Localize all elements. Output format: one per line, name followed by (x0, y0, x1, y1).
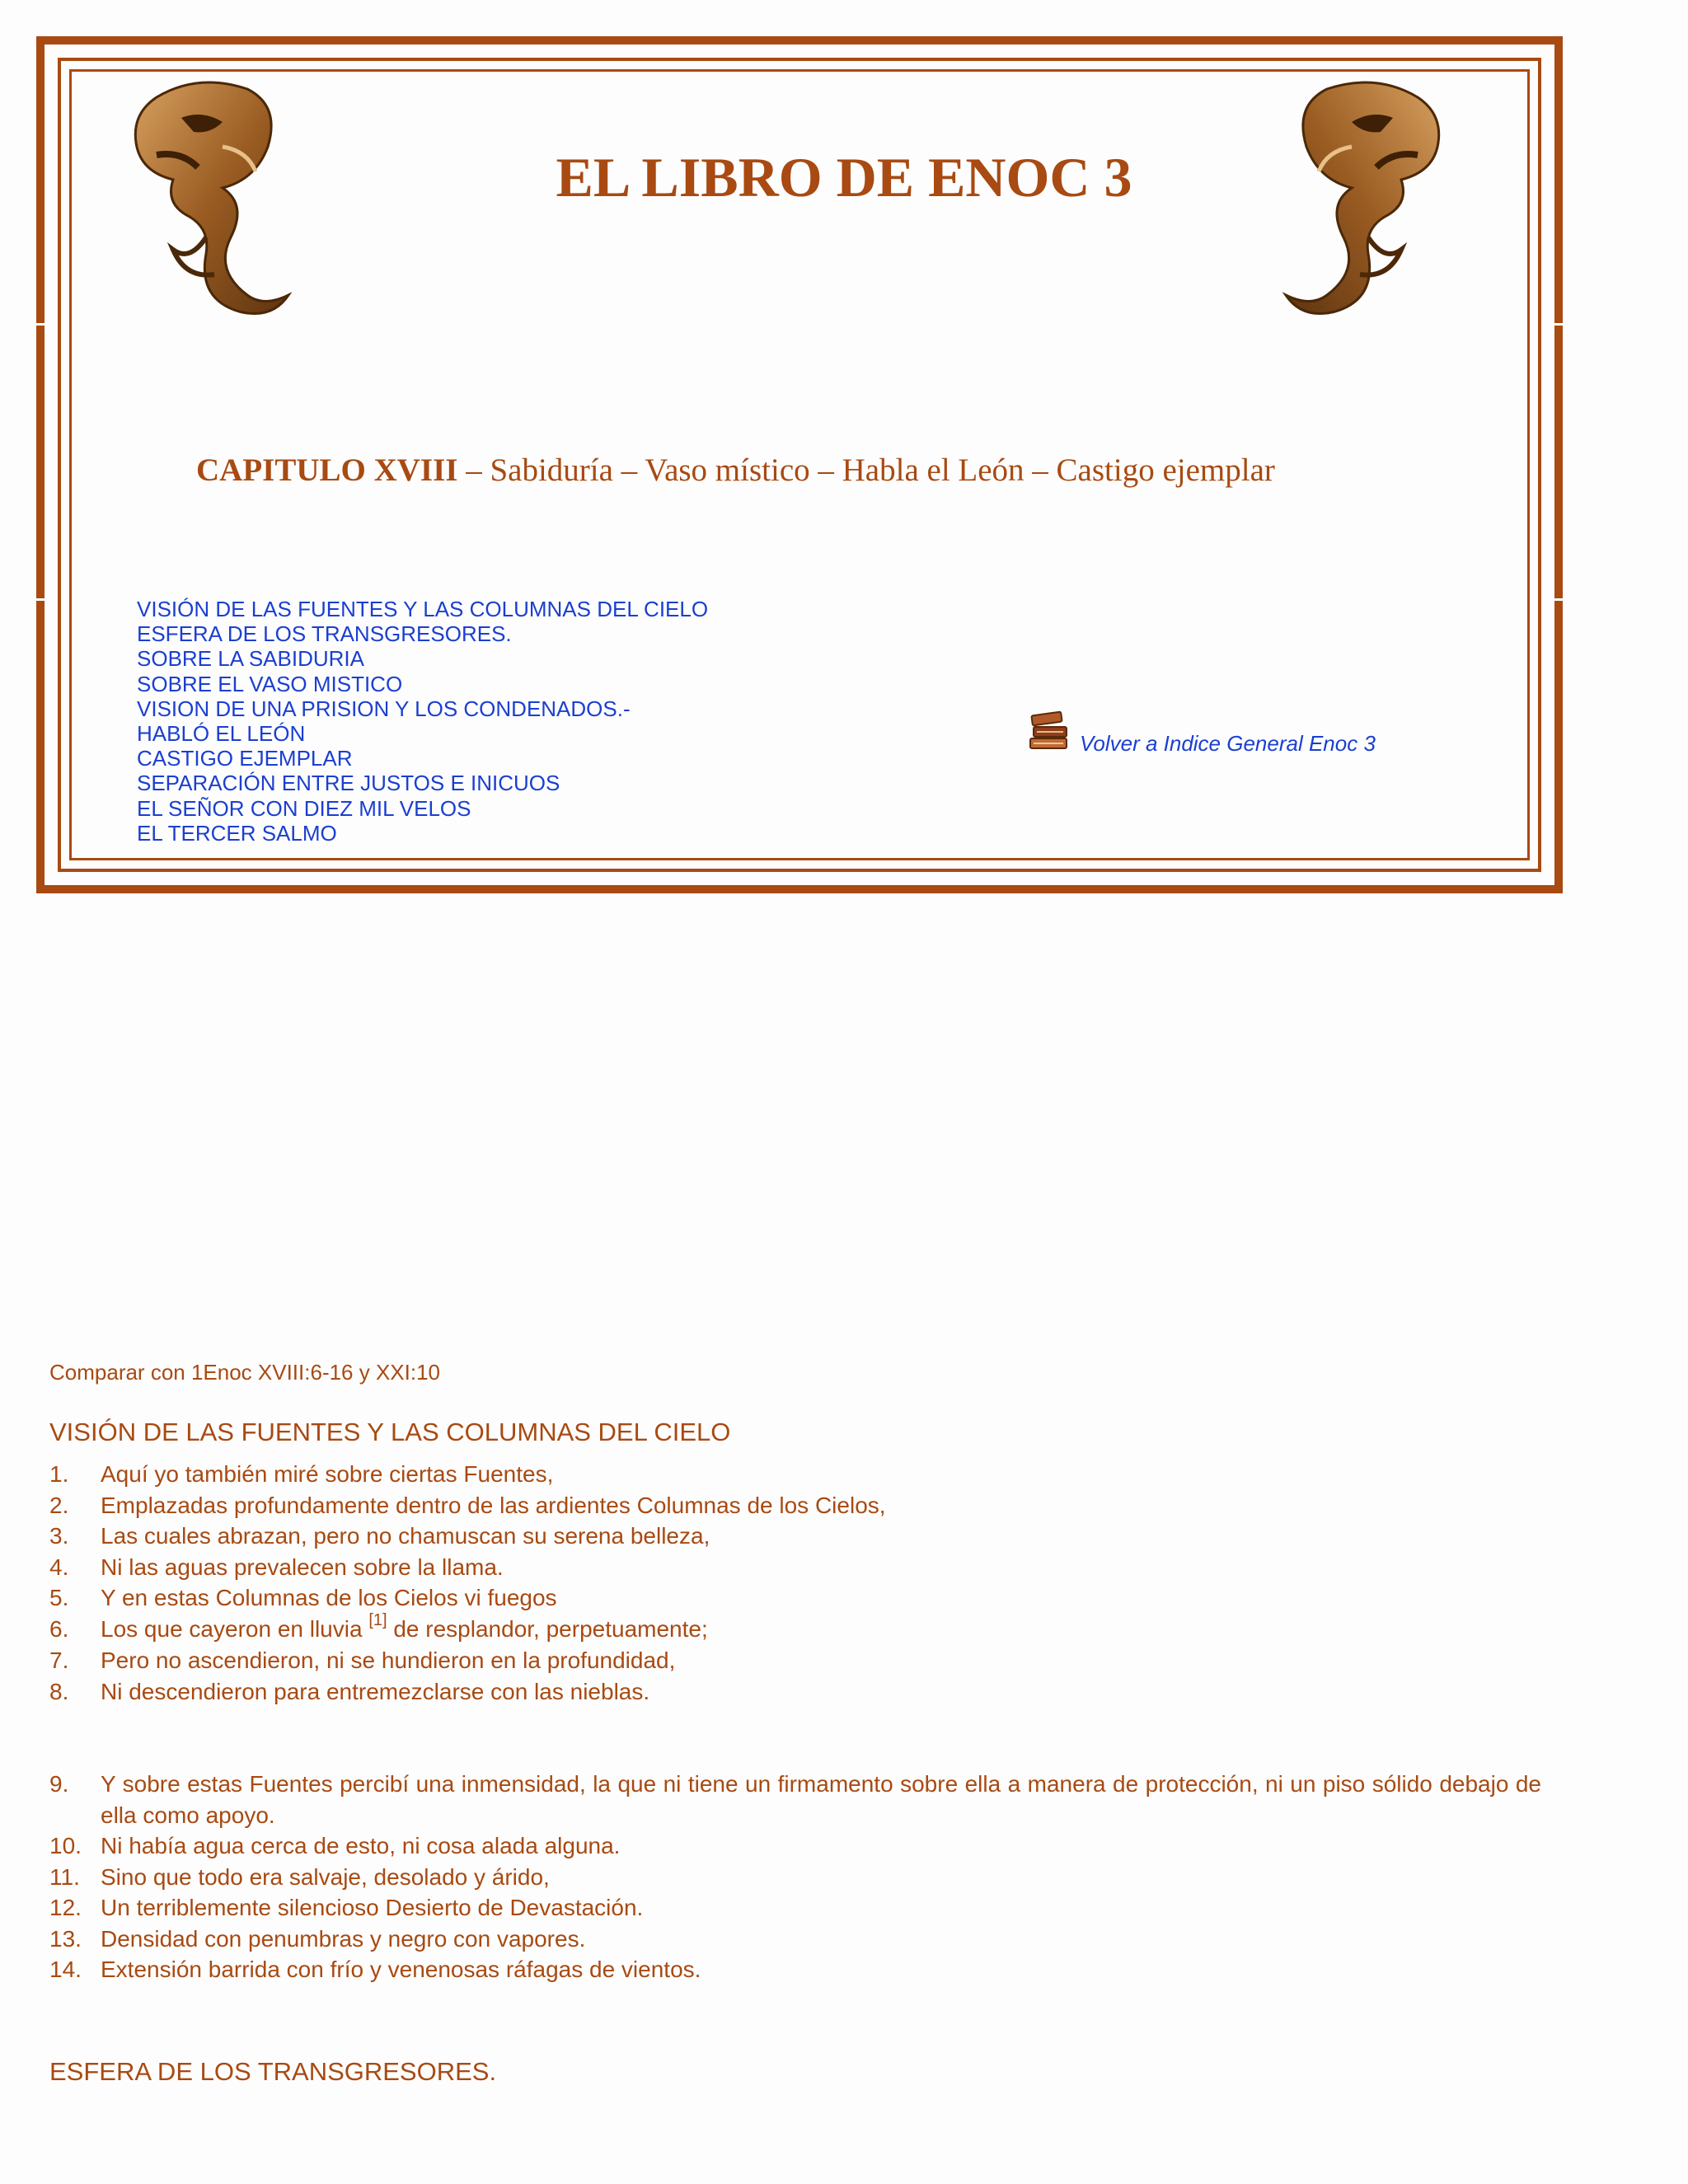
verse-text: Los que cayeron en lluvia (101, 1616, 369, 1642)
chapter-number: CAPITULO XVIII (196, 452, 458, 488)
verse-number: 5. (49, 1585, 69, 1610)
verse-item (49, 1954, 1541, 1985)
toc-link-diez-mil-velos[interactable]: EL SEÑOR CON DIEZ MIL VELOS (137, 795, 471, 821)
back-to-index-link[interactable] (1027, 707, 1376, 758)
toc-link-separacion[interactable]: SEPARACIÓN ENTRE JUSTOS E INICUOS (137, 771, 560, 796)
verse-item (49, 1769, 1541, 1830)
verse-list-6 (49, 1611, 1541, 1645)
verse-number: 13. (49, 1925, 82, 1952)
compare-note: Comparar con 1Enoc XVIII:6-16 y XXI:10 (49, 1360, 441, 1385)
verse-item (49, 1521, 1541, 1552)
frame-gap (36, 323, 58, 326)
verse-item (49, 1645, 1541, 1676)
verse-number: 1. (49, 1461, 69, 1487)
back-to-index-label: Volver a Indice General Enoc 3 (1080, 731, 1376, 756)
toc-link-transgresores[interactable]: ESFERA DE LOS TRANSGRESORES. (137, 621, 512, 647)
verse-text: Pero no ascendieron, ni se hundieron en la profundidad, (101, 1647, 676, 1673)
verse-number: 3. (49, 1523, 69, 1549)
verse-6 (49, 1611, 1541, 1645)
verse-list-c (49, 1769, 1541, 1985)
verse-list-b (49, 1645, 1541, 1707)
section-heading-fuentes: VISIÓN DE LAS FUENTES Y LAS COLUMNAS DEL CIELO (49, 1418, 731, 1446)
toc-link-prision[interactable]: VISION DE UNA PRISION Y LOS CONDENADOS.- (137, 696, 631, 721)
verse-number: 9. (49, 1771, 69, 1797)
verse-text: Ni había agua cerca de esto, ni cosa alada alguna. (101, 1833, 621, 1858)
verse-text: Las cuales abrazan, pero no chamuscan su serena belleza, (101, 1523, 710, 1549)
toc-link-fuentes[interactable]: VISIÓN DE LAS FUENTES Y LAS COLUMNAS DEL CIELO (137, 597, 709, 621)
chapter-subtitle: – Sabiduría – Vaso místico – Habla el León – Castigo ejemplar (457, 452, 1275, 488)
toc-link-vaso-mistico[interactable]: SOBRE EL VASO MISTICO (137, 671, 403, 696)
verse-text: Ni descendieron para entremezclarse con las nieblas. (101, 1678, 650, 1704)
verse-text: Y en estas Columnas de los Cielos vi fuegos (101, 1585, 557, 1610)
verse-text: Y sobre estas Fuentes percibí una inmensidad, la que ni tiene un firmamento sobre ella a manera de protección, ni un piso sólido debajo de ella como apoyo. (101, 1771, 1541, 1828)
footnote-ref-1[interactable]: [1] (368, 1611, 387, 1629)
verse-text: Aquí yo también miré sobre ciertas Fuentes, (101, 1461, 554, 1487)
verse-text: Emplazadas profundamente dentro de las ardientes Columnas de los Cielos, (101, 1492, 886, 1518)
frame-gap (1541, 598, 1563, 601)
verse-list-a (49, 1459, 1541, 1614)
verse-number: 7. (49, 1647, 69, 1673)
toc-link-hablo-leon[interactable]: HABLÓ EL LEÓN (137, 721, 306, 747)
verse-text: Ni las aguas prevalecen sobre la llama. (101, 1554, 504, 1580)
verse-text: de resplandor, perpetuamente; (387, 1616, 708, 1642)
books-icon (1027, 707, 1073, 758)
verse-item (49, 1892, 1541, 1924)
toc-link-castigo[interactable]: CASTIGO EJEMPLAR (137, 746, 353, 771)
toc-link-tercer-salmo[interactable]: EL TERCER SALMO (137, 820, 337, 846)
verse-item (49, 1490, 1541, 1521)
verse-number: 10. (49, 1833, 82, 1858)
verse-text: Sino que todo era salvaje, desolado y árido, (101, 1863, 550, 1890)
chapter-heading (196, 452, 1482, 489)
verse-item (49, 1924, 1541, 1955)
verse-number: 14. (49, 1957, 82, 1982)
frame-gap (1541, 323, 1563, 326)
verse-number: 11. (49, 1863, 80, 1890)
verse-item (49, 1582, 1541, 1614)
verse-number: 8. (49, 1678, 69, 1704)
verse-item (49, 1830, 1541, 1862)
section-heading-transgresores: ESFERA DE LOS TRANSGRESORES. (49, 2057, 497, 2086)
verse-item (49, 1552, 1541, 1583)
verse-number: 6. (49, 1616, 69, 1642)
verse-text: Un terriblemente silencioso Desierto de Devastación. (101, 1895, 644, 1920)
frame-gap (36, 598, 58, 601)
verse-number: 2. (49, 1492, 69, 1518)
verse-number: 4. (49, 1554, 69, 1580)
table-of-contents (137, 597, 708, 846)
toc-link-sabiduria[interactable]: SOBRE LA SABIDURIA (137, 646, 364, 672)
verse-item (49, 1676, 1541, 1708)
verse-item (49, 1862, 1541, 1893)
verse-item (49, 1459, 1541, 1490)
verse-number: 12. (49, 1895, 82, 1920)
page-title: EL LIBRO DE ENOC 3 (556, 146, 1132, 209)
verse-text: Densidad con penumbras y negro con vapores. (101, 1925, 586, 1952)
verse-text: Extensión barrida con frío y venenosas ráfagas de vientos. (101, 1957, 701, 1982)
